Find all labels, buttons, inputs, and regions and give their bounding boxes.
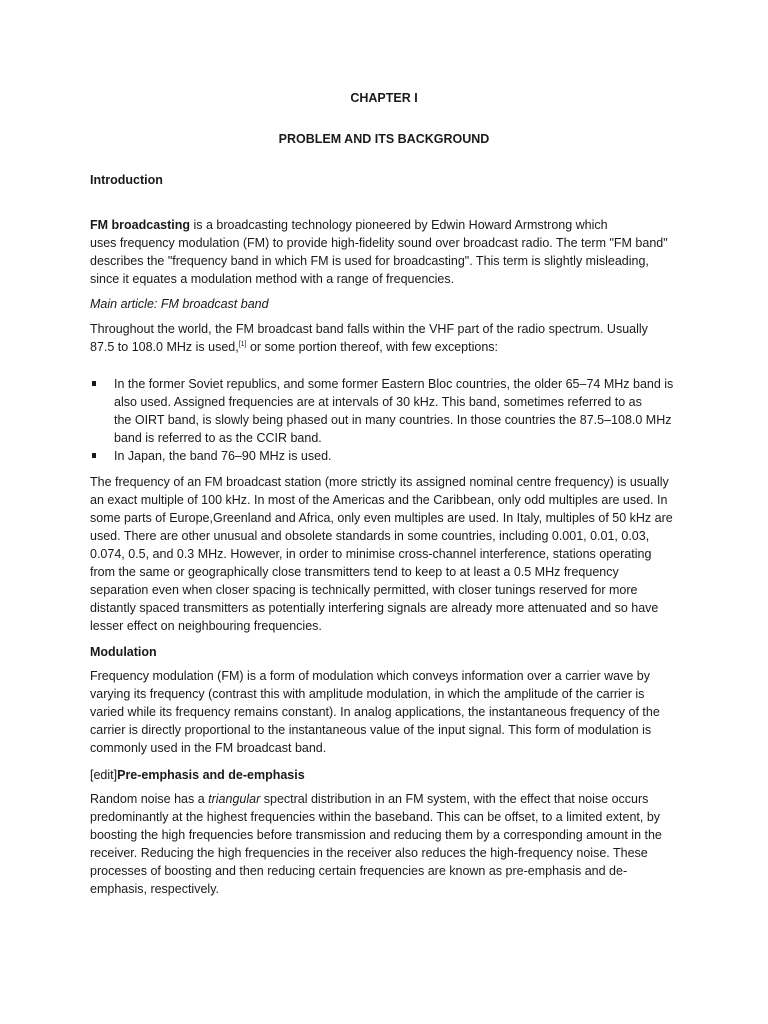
intro-lead-bold: FM broadcasting [90,218,191,232]
chapter-subtitle: PROBLEM AND ITS BACKGROUND [278,132,490,146]
band-line: 87.5 to 108.0 MHz is used, [90,340,239,354]
band-line: Throughout the world, the FM broadcast band falls within the VHF part of the radio spectrum. Usually [90,322,648,336]
bullet-icon [92,453,96,458]
intro-line: uses frequency modulation (FM) to provide high-fidelity sound over broadcast radio. The term "FM band" [90,236,668,250]
reference-link[interactable]: [1] [238,341,247,348]
modulation-heading: Modulation [90,645,157,659]
band-line: or some portion thereof, with few exceptions: [246,340,499,354]
list-item: In Japan, the band 76–90 MHz is used. [90,447,690,465]
intro-paragraph [90,216,690,288]
chapter-title: CHAPTER I [350,91,418,105]
frequency-paragraph: The frequency of an FM broadcast station (more strictly its assigned nominal centre frequency) is usually an exact multiple of 100 kHz. In most of the Americas and the Caribbean, only odd multiples are used. In some parts of Europe,Greenland and Africa, only even multiples are used. In Italy, multiples of 50 kHz are used. There are other unusual and obsolete standards in some countries, including 0.001, 0.01, 0.03, 0.074, 0.5, and 0.3 MHz. However, in order to minimise cross-channel interference, stations operating from the same or geographically close transmitters tend to keep to at least a 0.5 MHz frequency separation even when closer spacing is technically permitted, with closer tunings reserved for more distantly spaced transmitters as potentially interfering signals are already more attenuated and so have lesser effect on neighbouring frequencies. [90,475,673,633]
edit-link[interactable]: [edit] [90,768,118,782]
modulation-paragraph: Frequency modulation (FM) is a form of modulation which conveys information over a carrier wave by varying its frequency (contrast this with amplitude modulation, in which the amplitude of the carrier is varied while its frequency remains constant). In analog applications, the instantaneous frequency of the carrier is directly proportional to the instantaneous value of the input signal. This form of modulation is commonly used in the FM broadcast band. [90,669,660,755]
intro-line: is a broadcasting technology pioneered by Edwin Howard Armstrong which [190,218,608,232]
bullet-icon [92,381,96,386]
emphasized-term: triangular [208,792,261,806]
main-article-note: Main article: FM broadcast band [90,297,269,311]
list-item: In the former Soviet republics, and some former Eastern Bloc countries, the older 65–74 MHz band is also used. Assigned frequencies are at intervals of 30 kHz. This band, sometimes referred to as the OIRT band, is slowly being phased out in many countries. In those countries the 87.5–108.0 MHz band is referred to as the CCIR band. [90,375,690,447]
exceptions-list [90,375,690,465]
preemphasis-heading-row [90,766,690,784]
introduction-heading: Introduction [90,173,163,187]
intro-line: since it equates a modulation method with a range of frequencies. [90,272,455,286]
intro-line: describes the "frequency band in which FM is used for broadcasting". This term is slightly misleading, [90,254,649,268]
band-paragraph [90,320,690,356]
noise-paragraph: Random noise has a triangular spectral distribution in an FM system, with the effect that noise occurs predominantly at the highest frequencies within the baseband. This can be offset, to a limited extent, by boosting the high frequencies before transmission and reducing them by a corresponding amount in the receiver. Reducing the high frequencies in the receiver also reduces the high-frequency noise. These processes of boosting and then reducing certain frequencies are known as pre-emphasis and de- emphasis, respectively. [90,792,662,896]
preemphasis-heading: Pre-emphasis and de-emphasis [117,768,305,782]
